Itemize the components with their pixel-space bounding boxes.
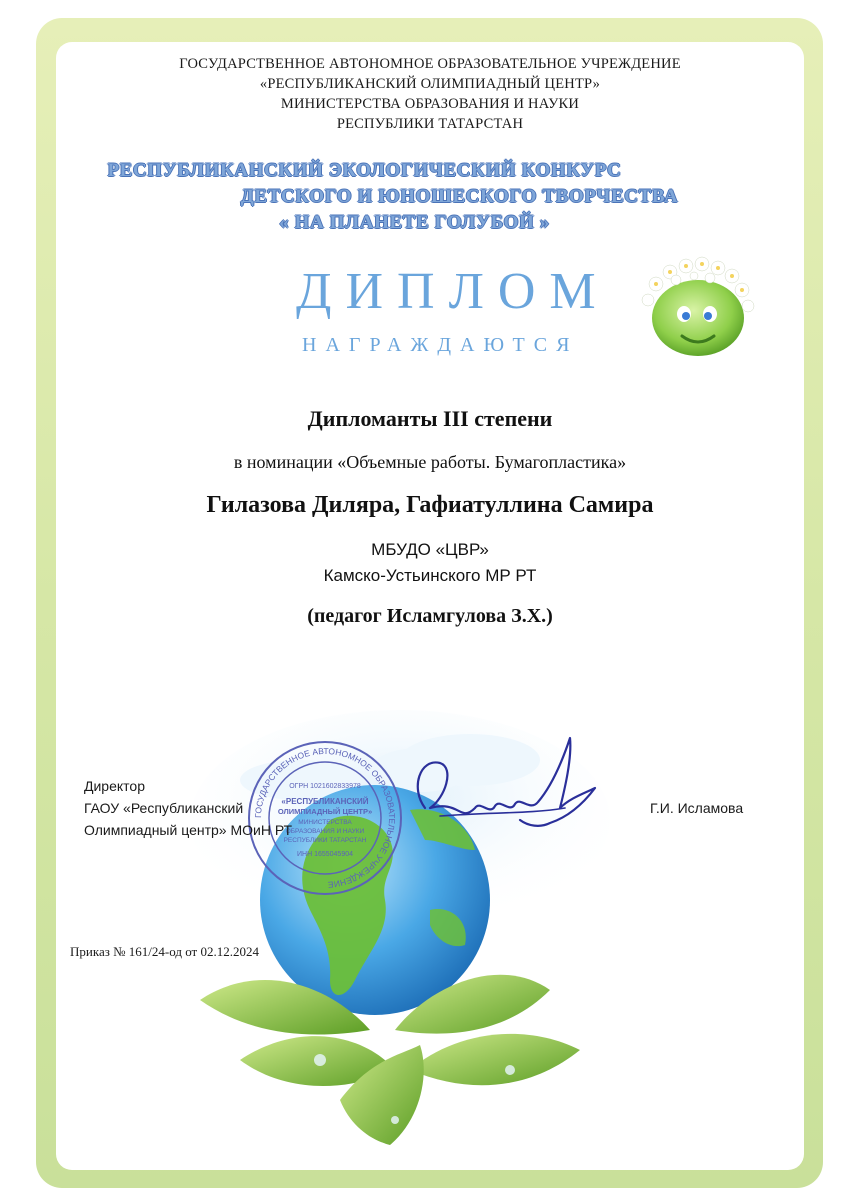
org-line: «РЕСПУБЛИКАНСКИЙ ОЛИМПИАДНЫЙ ЦЕНТР»	[259, 76, 601, 92]
director-position	[84, 775, 292, 841]
stamp-center-line: МИНИСТЕРСТВА	[298, 819, 352, 826]
org-line: ГОСУДАРСТВЕННОЕ АВТОНОМНОЕ ОБРАЗОВАТЕЛЬНОЕ УЧРЕЖДЕНИЕ	[179, 56, 681, 72]
org-header	[56, 54, 804, 134]
signer-name: Г.И. Исламова	[650, 800, 744, 816]
org-line: РЕСПУБЛИКИ ТАТАРСТАН	[336, 116, 524, 132]
position-line: Олимпиадный центр» МОиН РТ	[84, 822, 293, 838]
awarded-subtitle: НАГРАЖДАЮТСЯ	[302, 334, 579, 356]
contest-line: « НА ПЛАНЕТЕ ГОЛУБОЙ »	[279, 212, 550, 233]
teacher-name: (педагог Исламгулова З.Х.)	[307, 605, 553, 627]
diploma-title: ДИПЛОМ	[296, 263, 610, 320]
names-block	[56, 492, 804, 519]
order-number: Приказ № 161/24-од от 02.12.2024	[70, 944, 259, 959]
position-line: Директор	[84, 778, 145, 794]
institution-block	[56, 537, 804, 589]
contest-line: ДЕТСКОГО И ЮНОШЕСКОГО ТВОРЧЕСТВА	[240, 186, 679, 207]
stamp-center-line: ОЛИМПИАДНЫЙ ЦЕНТР»	[277, 807, 373, 816]
stamp-outer-text: ГОСУДАРСТВЕННОЕ АВТОНОМНОЕ ОБРАЗОВАТЕЛЬНОЕ УЧРЕЖДЕНИЕ	[252, 745, 398, 890]
award-degree-block	[56, 406, 804, 432]
stamp-inn: ИНН 1655045904	[296, 851, 354, 858]
stamp-center-line: «РЕСПУБЛИКАНСКИЙ	[281, 797, 369, 806]
stamp-ogrn: ОГРН 1021602833978	[289, 783, 361, 790]
award-nomination: в номинации «Объемные работы. Бумагопластика»	[233, 452, 627, 472]
nomination-block	[56, 452, 804, 473]
contest-title	[0, 158, 849, 236]
handwritten-signature-icon	[400, 728, 610, 848]
award-degree: Дипломанты III степени	[307, 406, 553, 431]
institution-name: МБУДО «ЦВР»	[371, 540, 489, 559]
stamp-center-line: ОБРАЗОВАНИЯ И НАУКИ	[285, 828, 365, 835]
contest-line: РЕСПУБЛИКАНСКИЙ ЭКОЛОГИЧЕСКИЙ КОНКУРС	[107, 160, 622, 181]
org-line: МИНИСТЕРСТВА ОБРАЗОВАНИЯ И НАУКИ	[280, 96, 580, 112]
title-block	[296, 262, 616, 321]
position-line: ГАОУ «Республиканский	[84, 800, 244, 816]
institution-region: Камско-Устьинского МР РТ	[323, 566, 537, 585]
awardee-names: Гилазова Диляра, Гафиатуллина Самира	[206, 492, 654, 518]
flower-mascot-icon	[636, 256, 760, 360]
teacher-block	[56, 605, 804, 628]
stamp-center-line: РЕСПУБЛИКИ ТАТАРСТАН	[283, 837, 367, 844]
subtitle-block	[302, 334, 622, 357]
